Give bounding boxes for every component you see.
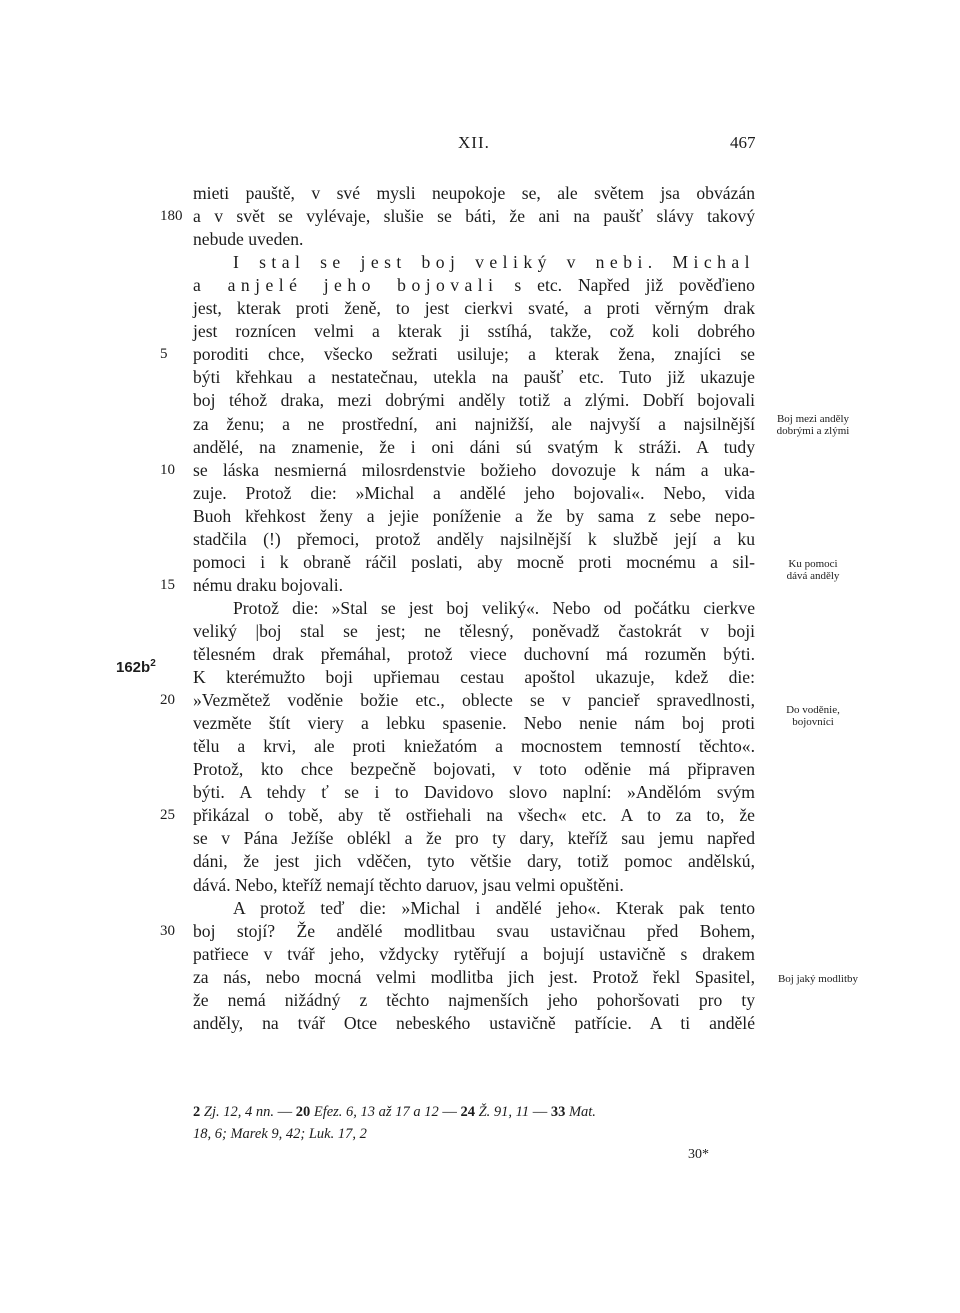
text-line: dáni, že jest jich vděčen, tyto většie dary, totiž pomoc andělskú,: [193, 851, 755, 871]
text-line: mieti pauště, v své mysli neupokoje se, ale světem jsa obvázán: [193, 183, 755, 203]
text-line: nému draku bojovali.: [193, 575, 344, 595]
line-rest: s etc. Napřed již pověďieno: [498, 275, 755, 295]
text-line: pomoci i k obraně ráčil poslati, aby mocně proti mocnému a sil-: [193, 552, 755, 572]
footnote-segment: Mat.: [565, 1104, 596, 1120]
text-line: přikázal o tobě, aby tě ostřiehali na všech« etc. A to za to, že: [193, 805, 755, 825]
text-line: býti. A tehdy ť se i to Davidovo slovo naplní: »Andělóm svým: [193, 782, 755, 802]
margin-note-do-vodenie: Do voděnie, bojovníci: [786, 704, 840, 728]
line-number: 25: [160, 807, 175, 823]
text-line: nebude uveden.: [193, 229, 304, 249]
text-line: býti křehkau a nestatečnau, utekla na paušť etc. Tuto již ukazuje: [193, 367, 755, 387]
footnote-line: [193, 1123, 755, 1145]
text-line: Buoh křehkost ženy a jejie poníženie a že by sama z sebe nepo-: [193, 506, 755, 526]
footnote-segment: Zj. 12, 4 nn.: [200, 1104, 274, 1120]
footnotes: [193, 1101, 755, 1145]
footnote-segment: —: [438, 1104, 461, 1120]
footnote-segment: —: [273, 1104, 296, 1120]
line-number: 10: [160, 462, 175, 478]
footnote-segment: Ž. 91, 11: [474, 1104, 530, 1120]
text-line: anděly, na tvář Otce nebeského ustavičně patřície. A ti andělé: [193, 1013, 755, 1033]
text-line: zuje. Protož die: »Michal a andělé jeho bojovali«. Nebo, vida: [193, 483, 755, 503]
text-line: jest, kterak proti ženě, to jest cierkvi svaté, a proti věrným drak: [193, 298, 755, 318]
footnote-segment: 18, 6; Marek 9, 42; Luk. 17, 2: [193, 1126, 367, 1142]
text-line: boj stojí? Že andělé modlitbau svau ustavičnau před Bohem,: [193, 921, 755, 941]
text-line: [193, 273, 755, 297]
text-line: veliký |boj stal se jest; ne tělesný, poněvadž častokrát v boji: [193, 621, 755, 641]
text-line: K kterémužto boji upřiemau cestau apoštol ukazuje, kdež die:: [193, 667, 755, 687]
text-line: se láska nesmierná milosrdenstvie božieho dovozuje k nám a uka-: [193, 460, 755, 480]
footnote-segment: 24: [460, 1104, 475, 1120]
text-line: Protož die: »Stal se jest boj veliký«. Nebo od počátku cierkve: [233, 598, 755, 618]
line-number: 30: [160, 923, 175, 939]
text-line: se v Pána Ježíše oblékl a že pro ty dary, kteříž sau jemu napřed: [193, 828, 755, 848]
line-number: 5: [160, 346, 168, 362]
line-number: 20: [160, 692, 175, 708]
text-line: dává. Nebo, kteříž nemají těchto daruov, jsau velmi opuštěni.: [193, 875, 624, 895]
folio-marker: $162b^2$: [116, 658, 156, 676]
text-line: vezměte štít viery a lebku spasenie. Nebo nenie nám boj proti: [193, 713, 755, 733]
footnote-segment: 20: [295, 1104, 311, 1120]
footnote-segment: —: [529, 1104, 551, 1120]
running-head-section: XII.: [458, 133, 490, 152]
footnote-segment: 33: [550, 1104, 566, 1120]
text-line: jest roznícen velmi a kterak ji sstíhá, takže, což koli dobrého: [193, 321, 755, 341]
text-line: A protož teď die: »Michal i andělé jeho«. Kterak pak tento: [233, 898, 755, 918]
text-line: andělé, na znamenie, že i oni dáni sú svatým k stráži. A tudy: [193, 437, 755, 457]
text-line: Protož, kto chce bezpečně bojovati, v toto oděnie má připraven: [193, 759, 755, 779]
text-line: a v svět se vylévaje, slušie se báti, že ani na paušť slávy takový: [193, 206, 755, 226]
margin-note-ku-pomoci: Ku pomoci dává anděly: [786, 558, 840, 582]
line-number: 180: [160, 208, 183, 224]
text-line: tělesném drak přemáhal, protož viece duchovní má rozuměn býti.: [193, 644, 755, 664]
text-line: stadčila (!) přemoci, protož anděly najsilnější k službě její a ku: [193, 529, 755, 549]
text-line: tělu a krvi, ale proti kniežatóm a mocnostem temností těchto«.: [193, 736, 755, 756]
text-line: »Vezmětež voděnie božie etc., oblecte se v pancieř spravedlnosti,: [193, 690, 755, 710]
text-line: [233, 250, 755, 274]
text-line: boj téhož draka, mezi dobrými anděly totiž a zlými. Dobří bojovali: [193, 390, 755, 410]
spaced-emphasis: I stal se jest boj veliký v nebi. Michal: [233, 252, 755, 272]
spaced-emphasis: a anjelé jeho bojovali: [193, 275, 499, 295]
text-line: že nemá nižádný z těchto najmenších jeho pohoršovati pro ty: [193, 990, 755, 1010]
footnote-segment: Efez. 6, 13 až 17 a 12: [310, 1104, 439, 1120]
footnote-segment: 2: [193, 1104, 201, 1120]
footnote-line: [193, 1101, 755, 1123]
text-line: za nás, nebo mocná velmi modlitba jich jest. Protož řekl Spasitel,: [193, 967, 755, 987]
line-number: 15: [160, 577, 175, 593]
text-line: za ženu; a ne prostřední, ani najnižší, ale najvyší a najsilnější: [193, 414, 755, 434]
text-line: poroditi chce, všecko sežrati usiluje; a kterak žena, znajíci se: [193, 344, 755, 364]
margin-note-boj-jaky-modlitby: Boj jaký modlitby: [777, 973, 859, 985]
text-line: patřiece v tvář jeho, vždycky rytěřují a bojují ustavičně s drakem: [193, 944, 755, 964]
signature-mark: 30*: [688, 1147, 709, 1162]
margin-note-boj-mezi-andely: Boj mezi anděly dobrými a zlými: [776, 413, 850, 437]
page-number: 467: [730, 133, 756, 152]
